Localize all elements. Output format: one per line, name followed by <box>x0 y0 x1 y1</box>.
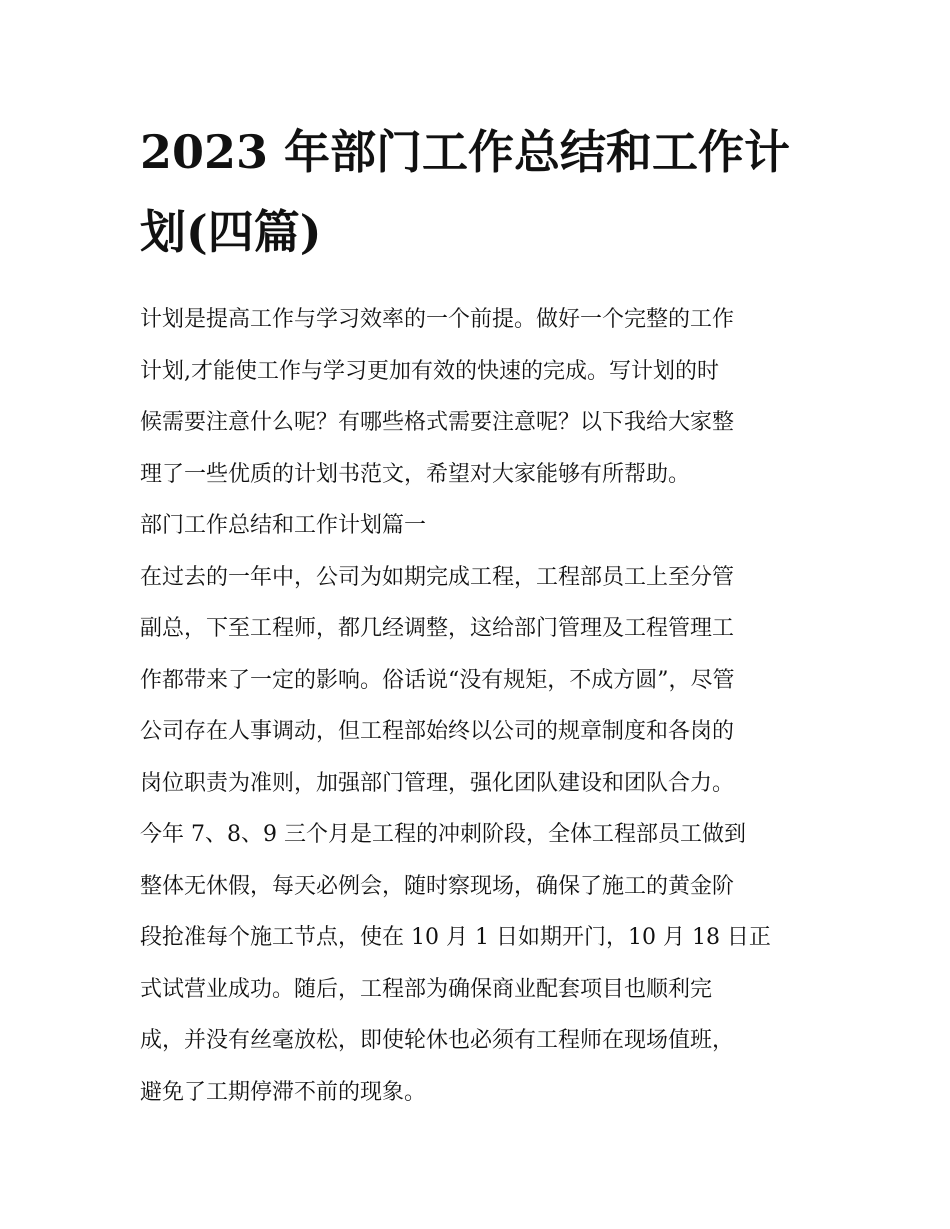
section-line: 岗位职责为准则，加强部门管理，强化团队建设和团队合力。 <box>140 770 735 796</box>
section-line: 副总，下至工程师，都几经调整，这给部门管理及工程管理工 <box>140 616 735 641</box>
section-heading: 部门工作总结和工作计划篇一 <box>140 513 427 538</box>
section-line: 作都带来了一定的影响。俗话说“没有规矩，不成方圆”，尽管 <box>140 667 735 693</box>
section-paragraph <box>140 552 812 1119</box>
document-page <box>140 112 812 1118</box>
document-title <box>140 112 812 272</box>
section-line: 段抢准每个施工节点，使在 10 月 1 日如期开门，10 月 18 日正 <box>140 925 771 950</box>
intro-line: 理了一些优质的计划书范文，希望对大家能够有所帮助。 <box>140 461 691 487</box>
section-line: 整体无休假，每天必例会，随时察现场，确保了施工的黄金阶 <box>140 873 735 899</box>
intro-line: 计划是提高工作与学习效率的一个前提。做好一个完整的工作 <box>140 307 735 332</box>
section-line: 在过去的一年中，公司为如期完成工程，工程部员工上至分管 <box>140 564 735 590</box>
intro-paragraph <box>140 294 812 500</box>
section-line: 避免了工期停滞不前的现象。 <box>140 1079 427 1105</box>
section-line: 公司存在人事调动，但工程部始终以公司的规章制度和各岗的 <box>140 719 735 744</box>
intro-line: 候需要注意什么呢？有哪些格式需要注意呢？以下我给大家整 <box>140 410 735 435</box>
intro-line: 计划,才能使工作与学习更加有效的快速的完成。写计划的时 <box>140 358 719 384</box>
title-line: 2023 年部门工作总结和工作计 <box>140 125 791 179</box>
section-line: 今年 7、8、9 三个月是工程的冲刺阶段，全体工程部员工做到 <box>140 822 746 847</box>
title-line: 划(四篇) <box>140 205 322 259</box>
section-line: 成，并没有丝毫放松，即使轮休也必须有工程师在现场值班， <box>140 1028 735 1053</box>
section-line: 式试营业成功。随后，工程部为确保商业配套项目也顺利完 <box>140 976 713 1002</box>
